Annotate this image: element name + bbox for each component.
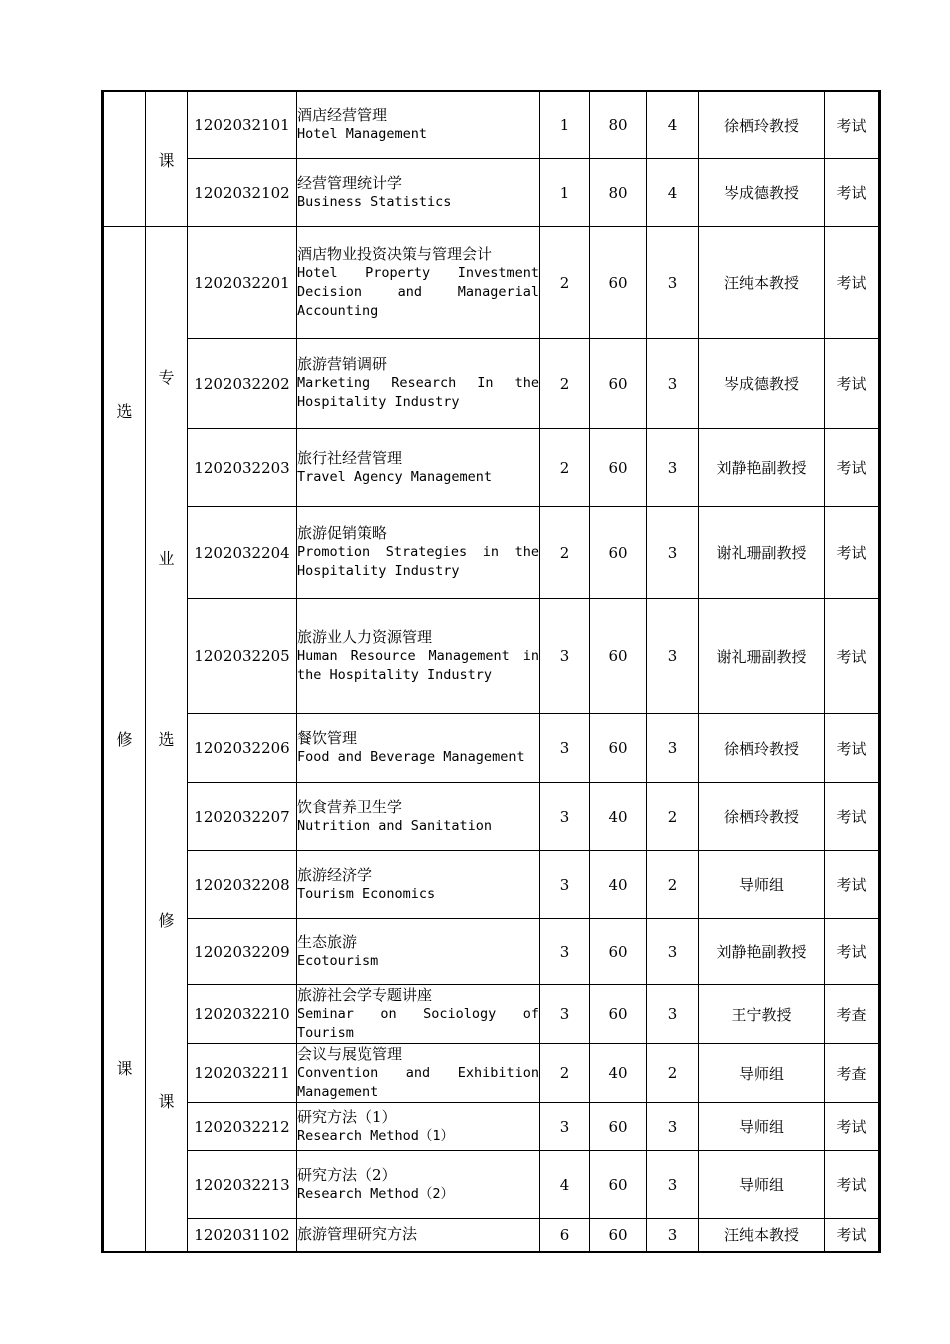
course-name-en: Hotel Property Investment Decision and Managerial Accounting bbox=[297, 264, 539, 319]
semester: 2 bbox=[540, 1044, 590, 1103]
course-code: 1202032101 bbox=[188, 91, 297, 159]
assessment-type: 考查 bbox=[825, 985, 880, 1044]
section-label-major-elective-stack bbox=[146, 286, 187, 1191]
section-label-elective-stack bbox=[104, 246, 145, 1231]
course-name-cn: 研究方法（2） bbox=[297, 1165, 397, 1184]
section-label-major-elective bbox=[146, 227, 188, 1252]
course-name-en: Ecotourism bbox=[297, 952, 379, 969]
assessment-type: 考试 bbox=[825, 159, 880, 227]
credits: 4 bbox=[647, 91, 699, 159]
table-row bbox=[103, 1103, 880, 1151]
table-row bbox=[103, 919, 880, 985]
assessment-type: 考试 bbox=[825, 599, 880, 714]
semester: 3 bbox=[540, 783, 590, 851]
credits: 3 bbox=[647, 227, 699, 339]
section-label-top-stack bbox=[146, 92, 187, 226]
assessment-type: 考试 bbox=[825, 851, 880, 919]
course-name-en: Nutrition and Sanitation bbox=[297, 817, 493, 834]
assessment-type: 考试 bbox=[825, 919, 880, 985]
course-name-cn: 研究方法（1） bbox=[297, 1107, 397, 1126]
section-label-elective-char: 选 bbox=[116, 401, 133, 421]
course-name-en: Tourism Economics bbox=[297, 885, 436, 902]
course-code: 1202032213 bbox=[188, 1151, 297, 1219]
class-hours: 60 bbox=[590, 714, 647, 783]
course-name-en: Human Resource Management in the Hospitality Industry bbox=[297, 647, 539, 683]
course-name bbox=[297, 985, 540, 1044]
table-row bbox=[103, 507, 880, 599]
instructor: 刘静艳副教授 bbox=[699, 429, 825, 507]
course-name-cn: 餐饮管理 bbox=[297, 729, 358, 747]
instructor: 导师组 bbox=[699, 1103, 825, 1151]
course-name-cn: 旅游社会学专题讲座 bbox=[297, 985, 433, 1004]
assessment-type: 考试 bbox=[825, 91, 880, 159]
course-code: 1202032208 bbox=[188, 851, 297, 919]
assessment-type: 考试 bbox=[825, 429, 880, 507]
course-name-cn: 会议与展览管理 bbox=[297, 1044, 403, 1063]
section-label-top bbox=[146, 91, 188, 227]
course-name bbox=[297, 783, 540, 851]
assessment-type: 考试 bbox=[825, 1219, 880, 1252]
semester: 3 bbox=[540, 714, 590, 783]
instructor: 岑成德教授 bbox=[699, 159, 825, 227]
section-label-major-elective-char: 专 bbox=[158, 368, 175, 388]
instructor: 导师组 bbox=[699, 1044, 825, 1103]
course-name-cn: 生态旅游 bbox=[297, 932, 358, 951]
course-name bbox=[297, 919, 540, 985]
course-name bbox=[297, 429, 540, 507]
course-name-cn: 酒店经营管理 bbox=[297, 106, 388, 125]
semester: 1 bbox=[540, 159, 590, 227]
assessment-type: 考试 bbox=[825, 1103, 880, 1151]
course-name bbox=[297, 851, 540, 919]
section-cell-blank bbox=[103, 91, 146, 227]
semester: 1 bbox=[540, 91, 590, 159]
table-row bbox=[103, 1044, 880, 1103]
assessment-type: 考查 bbox=[825, 1044, 880, 1103]
course-name-en: Research Method（2） bbox=[297, 1185, 455, 1202]
class-hours: 60 bbox=[590, 1219, 647, 1252]
instructor: 徐栖玲教授 bbox=[699, 714, 825, 783]
section-label-major-elective-char: 修 bbox=[158, 911, 175, 931]
course-name bbox=[297, 714, 540, 783]
semester: 3 bbox=[540, 599, 590, 714]
assessment-type: 考试 bbox=[825, 714, 880, 783]
credits: 3 bbox=[647, 507, 699, 599]
class-hours: 60 bbox=[590, 599, 647, 714]
credits: 3 bbox=[647, 339, 699, 429]
semester: 4 bbox=[540, 1151, 590, 1219]
semester: 3 bbox=[540, 919, 590, 985]
table-row bbox=[103, 714, 880, 783]
section-label-major-elective-char: 课 bbox=[158, 1092, 175, 1112]
instructor: 汪纯本教授 bbox=[699, 227, 825, 339]
semester: 2 bbox=[540, 339, 590, 429]
class-hours: 80 bbox=[590, 91, 647, 159]
course-code: 1202032205 bbox=[188, 599, 297, 714]
section-label-elective-char: 修 bbox=[116, 730, 133, 750]
semester: 3 bbox=[540, 985, 590, 1044]
section-label-major-elective-char: 选 bbox=[158, 730, 175, 750]
table-row bbox=[103, 1151, 880, 1219]
credits: 3 bbox=[647, 714, 699, 783]
table-row bbox=[103, 159, 880, 227]
credits: 3 bbox=[647, 1151, 699, 1219]
instructor: 刘静艳副教授 bbox=[699, 919, 825, 985]
course-name-en: Convention and Exhibition Management bbox=[297, 1064, 539, 1100]
class-hours: 60 bbox=[590, 985, 647, 1044]
course-name-cn: 旅游管理研究方法 bbox=[297, 1225, 418, 1244]
course-code: 1202032203 bbox=[188, 429, 297, 507]
class-hours: 60 bbox=[590, 507, 647, 599]
course-name-en: Food and Beverage Management bbox=[297, 749, 525, 765]
semester: 3 bbox=[540, 851, 590, 919]
assessment-type: 考试 bbox=[825, 507, 880, 599]
course-code: 1202032206 bbox=[188, 714, 297, 783]
assessment-type: 考试 bbox=[825, 339, 880, 429]
assessment-type: 考试 bbox=[825, 1151, 880, 1219]
assessment-type: 考试 bbox=[825, 227, 880, 339]
course-name-cn: 饮食营养卫生学 bbox=[297, 797, 403, 816]
section-label-top-char: 课 bbox=[158, 150, 175, 170]
class-hours: 60 bbox=[590, 227, 647, 339]
course-name-cn: 经营管理统计学 bbox=[297, 173, 403, 192]
instructor: 导师组 bbox=[699, 851, 825, 919]
instructor: 徐栖玲教授 bbox=[699, 783, 825, 851]
course-name bbox=[297, 599, 540, 714]
credits: 2 bbox=[647, 1044, 699, 1103]
class-hours: 40 bbox=[590, 1044, 647, 1103]
course-name-en: Research Method（1） bbox=[297, 1127, 455, 1144]
credits: 2 bbox=[647, 851, 699, 919]
semester: 2 bbox=[540, 507, 590, 599]
section-label-major-elective-char: 业 bbox=[158, 549, 175, 569]
course-table-body bbox=[103, 91, 880, 1252]
section-label-elective bbox=[103, 227, 146, 1252]
course-code: 1202032207 bbox=[188, 783, 297, 851]
course-name-en: Travel Agency Management bbox=[297, 468, 493, 485]
assessment-type: 考试 bbox=[825, 783, 880, 851]
course-name-cn: 旅游营销调研 bbox=[297, 355, 388, 373]
course-table bbox=[101, 90, 881, 1253]
credits: 2 bbox=[647, 783, 699, 851]
course-name bbox=[297, 339, 540, 429]
instructor: 王宁教授 bbox=[699, 985, 825, 1044]
class-hours: 60 bbox=[590, 339, 647, 429]
credits: 3 bbox=[647, 599, 699, 714]
credits: 3 bbox=[647, 985, 699, 1044]
course-name bbox=[297, 91, 540, 159]
course-code: 1202032204 bbox=[188, 507, 297, 599]
course-name-cn: 旅行社经营管理 bbox=[297, 448, 403, 467]
instructor: 岑成德教授 bbox=[699, 339, 825, 429]
table-row bbox=[103, 91, 880, 159]
course-code: 1202032102 bbox=[188, 159, 297, 227]
instructor: 谢礼珊副教授 bbox=[699, 599, 825, 714]
course-code: 1202032211 bbox=[188, 1044, 297, 1103]
class-hours: 40 bbox=[590, 783, 647, 851]
course-name-en: Marketing Research In the Hospitality Industry bbox=[297, 375, 539, 410]
table-row bbox=[103, 429, 880, 507]
course-code: 1202032212 bbox=[188, 1103, 297, 1151]
instructor: 汪纯本教授 bbox=[699, 1219, 825, 1252]
credits: 4 bbox=[647, 159, 699, 227]
course-name bbox=[297, 507, 540, 599]
table-row bbox=[103, 783, 880, 851]
table-row bbox=[103, 985, 880, 1044]
course-code: 1202032201 bbox=[188, 227, 297, 339]
course-name-en: Hotel Management bbox=[297, 126, 428, 143]
credits: 3 bbox=[647, 429, 699, 507]
course-code: 1202032210 bbox=[188, 985, 297, 1044]
course-name bbox=[297, 1219, 540, 1252]
table-row bbox=[103, 227, 880, 339]
class-hours: 60 bbox=[590, 1151, 647, 1219]
semester: 2 bbox=[540, 429, 590, 507]
course-name-en: Seminar on Sociology of Tourism bbox=[297, 1005, 539, 1041]
course-name bbox=[297, 227, 540, 339]
course-code: 1202032202 bbox=[188, 339, 297, 429]
instructor: 导师组 bbox=[699, 1151, 825, 1219]
section-label-elective-char: 课 bbox=[116, 1058, 133, 1078]
credits: 3 bbox=[647, 1103, 699, 1151]
class-hours: 40 bbox=[590, 851, 647, 919]
table-row bbox=[103, 599, 880, 714]
course-name bbox=[297, 159, 540, 227]
semester: 2 bbox=[540, 227, 590, 339]
instructor: 谢礼珊副教授 bbox=[699, 507, 825, 599]
course-name-en: Business Statistics bbox=[297, 193, 452, 210]
table-row bbox=[103, 1219, 880, 1252]
course-name-cn: 酒店物业投资决策与管理会计 bbox=[297, 244, 493, 263]
class-hours: 80 bbox=[590, 159, 647, 227]
course-name-en: Promotion Strategies in the Hospitality Industry bbox=[297, 544, 539, 579]
course-code: 1202032209 bbox=[188, 919, 297, 985]
course-name bbox=[297, 1151, 540, 1219]
class-hours: 60 bbox=[590, 1103, 647, 1151]
course-name bbox=[297, 1103, 540, 1151]
course-name-cn: 旅游经济学 bbox=[297, 865, 373, 884]
class-hours: 60 bbox=[590, 919, 647, 985]
course-name-cn: 旅游业人力资源管理 bbox=[297, 627, 433, 646]
semester: 3 bbox=[540, 1103, 590, 1151]
class-hours: 60 bbox=[590, 429, 647, 507]
table-row bbox=[103, 851, 880, 919]
credits: 3 bbox=[647, 919, 699, 985]
course-name bbox=[297, 1044, 540, 1103]
course-name-cn: 旅游促销策略 bbox=[297, 524, 388, 542]
credits: 3 bbox=[647, 1219, 699, 1252]
table-row bbox=[103, 339, 880, 429]
course-code: 1202031102 bbox=[188, 1219, 297, 1252]
instructor: 徐栖玲教授 bbox=[699, 91, 825, 159]
semester: 6 bbox=[540, 1219, 590, 1252]
